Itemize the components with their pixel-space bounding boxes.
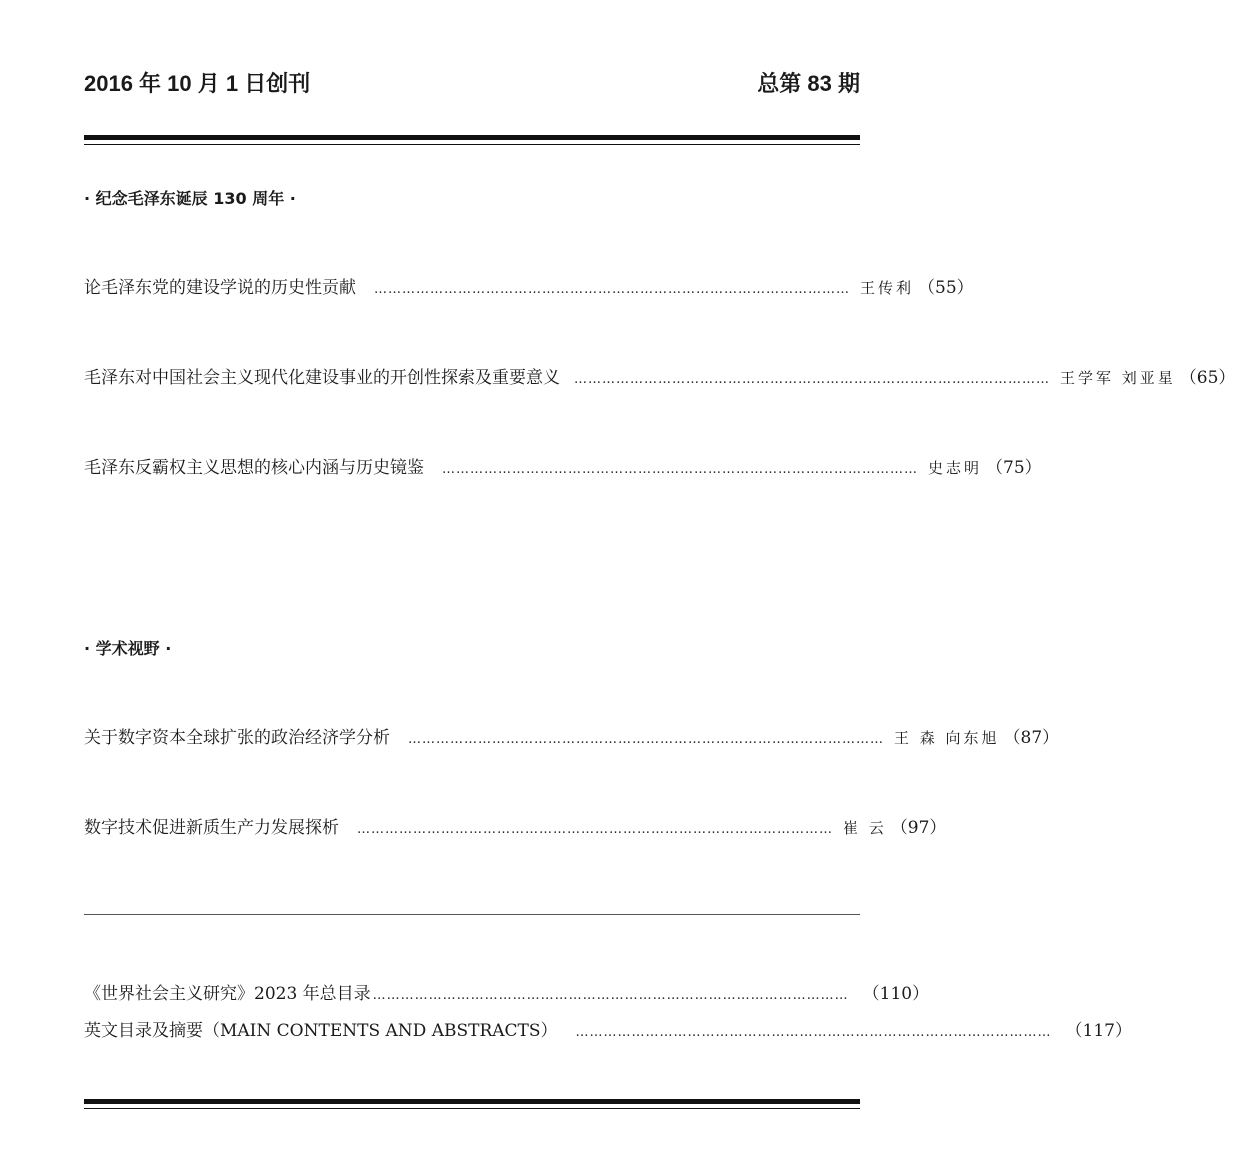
article-title: 论毛泽东党的建设学说的历史性贡献 bbox=[84, 278, 356, 298]
toc-entry[interactable] bbox=[84, 816, 947, 842]
leader-dots: ………………………………………………………………………………………… bbox=[372, 988, 849, 1003]
leader-dots: ………………………………………………………………………………………… bbox=[408, 732, 884, 747]
article-title: 毛泽东对中国社会主义现代化建设事业的开创性探索及重要意义 bbox=[84, 368, 560, 388]
article-author: 王学军 刘亚星 bbox=[1060, 369, 1176, 387]
leader-dots: ………………………………………………………………………………………… bbox=[442, 462, 918, 477]
toc-entry[interactable] bbox=[84, 366, 1235, 392]
toc-entry[interactable] bbox=[84, 1019, 1132, 1045]
article-author: 崔 云 bbox=[843, 819, 887, 837]
article-page: （65） bbox=[1179, 368, 1235, 388]
article-author: 王传利 bbox=[860, 279, 915, 297]
article-author: 史志明 bbox=[928, 459, 983, 477]
article-page: （87） bbox=[1003, 728, 1060, 748]
appendix-title: 《世界社会主义研究》2023 年总目录 bbox=[84, 984, 371, 1004]
leader-dots: ………………………………………………………………………………………… bbox=[574, 372, 1050, 387]
leader-dots: ………………………………………………………………………………………… bbox=[575, 1025, 1052, 1040]
section-heading-academic-perspective: · 学术视野 · bbox=[84, 639, 172, 658]
article-author: 王 森 向东旭 bbox=[894, 729, 1000, 747]
leader-dots: ………………………………………………………………………………………… bbox=[374, 282, 850, 297]
leader-dots: ………………………………………………………………………………………… bbox=[357, 822, 833, 837]
article-title: 数字技术促进新质生产力发展探析 bbox=[84, 818, 339, 838]
article-page: （75） bbox=[986, 458, 1042, 478]
issue-number: 总第 83 期 bbox=[757, 71, 860, 96]
toc-entry[interactable] bbox=[84, 726, 1060, 752]
section-divider bbox=[84, 914, 860, 915]
top-rule-thick bbox=[84, 135, 860, 140]
toc-entry[interactable] bbox=[84, 982, 930, 1008]
article-title: 关于数字资本全球扩张的政治经济学分析 bbox=[84, 728, 390, 748]
article-title: 毛泽东反霸权主义思想的核心内涵与历史镜鉴 bbox=[84, 458, 424, 478]
top-rule-thin bbox=[84, 144, 860, 145]
bottom-rule-thin bbox=[84, 1108, 860, 1109]
founding-date: 2016 年 10 月 1 日创刊 bbox=[84, 71, 311, 96]
appendix-page: （117） bbox=[1065, 1021, 1132, 1041]
appendix-page: （110） bbox=[862, 984, 930, 1004]
toc-entry[interactable] bbox=[84, 456, 1042, 482]
toc-entry[interactable] bbox=[84, 276, 974, 302]
article-page: （97） bbox=[890, 818, 947, 838]
section-heading-mao-anniversary: · 纪念毛泽东诞辰 130 周年 · bbox=[84, 189, 296, 208]
bottom-rule-thick bbox=[84, 1099, 860, 1104]
article-page: （55） bbox=[918, 278, 974, 298]
appendix-title: 英文目录及摘要（MAIN CONTENTS AND ABSTRACTS） bbox=[84, 1021, 558, 1041]
